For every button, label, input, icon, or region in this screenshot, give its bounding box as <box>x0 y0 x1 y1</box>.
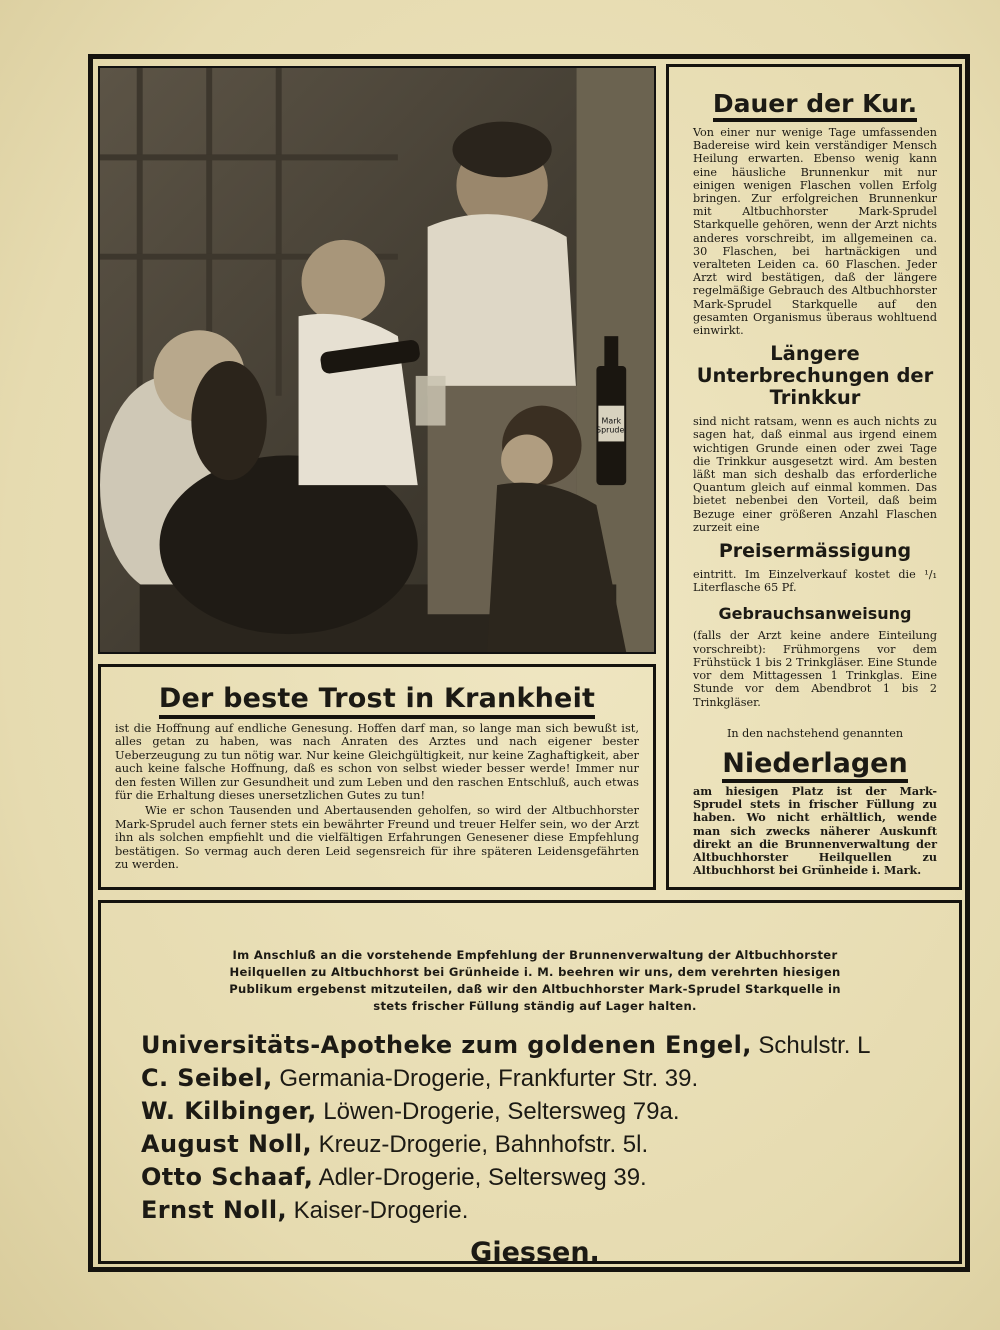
shop-detail: Kaiser-Drogerie. <box>286 1197 469 1224</box>
shop-owner-name: Ernst Noll, <box>141 1196 287 1224</box>
shop-owner-name: W. Kilbinger, <box>141 1097 317 1125</box>
shop-line <box>141 1062 929 1095</box>
heading-dauer-der-kur: Dauer der Kur. <box>693 89 937 118</box>
paragraph-nachstehend: In den nachstehend genannten <box>726 726 904 740</box>
kur-info-column <box>666 64 962 890</box>
heading-gebrauchsanweisung: Gebrauchsanweisung <box>718 604 912 624</box>
heading-preisermaessigung: Preisermässigung <box>718 540 912 563</box>
heading-niederlagen: Niederlagen <box>693 748 937 779</box>
shop-list <box>141 1029 929 1227</box>
article-headline: Der beste Trost in Krankheit <box>115 683 639 714</box>
shop-owner-name: Universitäts-Apotheke zum goldenen Engel, <box>141 1031 752 1059</box>
shop-owner-name: August Noll, <box>141 1130 312 1158</box>
paragraph-preis: eintritt. Im Einzelverkauf kostet die ¹/₁ Literflasche 65 Pf. <box>693 568 937 595</box>
shop-detail: Schulstr. L <box>751 1032 871 1059</box>
paragraph-gebrauch: (falls der Arzt keine andere Einteilung vorschreibt): Frühmorgens vor dem Frühstück 1 bis 2 Trinkgläser. Eine Stunde vor dem Mittagessen 1 Trinkglas. Eine Stunde vor dem Abendbrot 1 bis 2 Trinkgläser. <box>693 629 937 709</box>
city-name: Giessen. <box>470 1237 600 1268</box>
shop-detail: Germania-Drogerie, Frankfurter Str. 39. <box>272 1065 699 1092</box>
paragraph-unterbrechungen: sind nicht ratsam, wenn es auch nichts zu sagen hat, daß einmal aus irgend einem wichtigen Grunde einen oder zwei Tage die Trinkkur ausgesetzt wird. Am besten läßt man sich deshalb das erforderliche Quantum gleich auf einmal kommen. Das bietet nebenbei den Vorteil, daß beim Bezuge einer größeren Anzahl Flaschen zurzeit eine <box>693 415 937 534</box>
trost-article <box>98 664 656 890</box>
heading-unterbrechungen: Längere Unterbrechungen der Trinkkur <box>696 342 934 410</box>
retailer-notice: Im Anschluß an die vorstehende Empfehlung der Brunnenverwaltung der Altbuchhorster Heilquellen zu Altbuchhorst bei Grünheide i. M. beehren wir uns, dem verehrten hiesigen Publikum ergebenst mitzuteilen, daß wir den Altbuchhorster Mark-Sprudel Starkquelle in stets frischer Füllung ständig auf Lager halten. <box>229 948 841 1013</box>
shop-detail: Kreuz-Drogerie, Bahnhofstr. 5l. <box>311 1131 649 1158</box>
photo-illustration <box>100 68 654 652</box>
retailers-box <box>98 900 962 1268</box>
article-paragraph-2: Wie er schon Tausenden und Abertausenden geholfen, so wird der Altbuchhorster Mark-Sprudel auch ferner stets ein bewährter Freund und treuer Helfer sein, wo der Arzt ihn als solchen empfiehlt und die vielfältigen Erfahrungen Genesener diese Empfehlung bestätigen. So vermag auch deren Leid segensreich für ihre späteren Leidensgefährten zu werden. <box>115 803 639 872</box>
paragraph-dauer: Von einer nur wenige Tage umfassenden Badereise wird kein verständiger Mensch Heilung erwarten. Ebenso wenig kann eine häusliche Brunnenkur mit nur einigen wenigen Flaschen vollen Erfolg bringen. Zur erfolgreichen Brunnenkur mit Altbuchhorster Mark-Sprudel Starkquelle gehören, wenn der Arzt nichts anderes vorschreibt, im allgemeinen ca. 30 Flaschen, bei hartnäckigen und veralteten Leiden ca. 60 Flaschen. Jeder Arzt wird bestätigen, daß der längere regelmäßige Gebrauch des Altbuchhorster Mark-Sprudel Starkquelle auf den gesamten Organismus überaus wohltuend einwirkt. <box>693 126 937 338</box>
shop-detail: Löwen-Drogerie, Seltersweg 79a. <box>316 1098 680 1125</box>
shop-owner-name: Otto Schaaf, <box>141 1163 314 1191</box>
shop-line <box>141 1194 929 1227</box>
shop-line <box>141 1161 929 1194</box>
article-paragraph-1: ist die Hoffnung auf endliche Genesung. Hoffen darf man, so lange man sich bewußt ist, alles getan zu haben, was nach Anraten des Arztes und nach eigener bester Ueberzeugung zu tun nötig war. Nur keine Gleichgültigkeit, nur keine Zaghaftigkeit, aber auch keine falsche Hoffnung, daß es schon von selbst wieder besser werde! Immer nur den festen Willen zur Gesundheit und zum Leben und den raschen Entschluß, auch etwas für die Erhaltung dieses unersetzlichen Gutes zu tun! <box>115 721 639 803</box>
shop-line <box>141 1095 929 1128</box>
bottle-label: Mark Sprudel <box>596 416 627 435</box>
paragraph-niederlagen: am hiesigen Platz ist der Mark-Sprudel stets in frischer Füllung zu haben. Wo nicht erhältlich, wende man sich zwecks näherer Auskunft direkt an die Brunnenverwaltung der Altbuchhorster Heilquellen zu Altbuchhorst bei Grünheide i. Mark. <box>693 783 937 878</box>
shop-owner-name: C. Seibel, <box>141 1064 273 1092</box>
family-photograph <box>98 66 656 654</box>
shop-detail: Adler-Drogerie, Seltersweg 39. <box>313 1164 647 1191</box>
shop-line <box>141 1029 929 1062</box>
shop-line <box>141 1128 929 1161</box>
